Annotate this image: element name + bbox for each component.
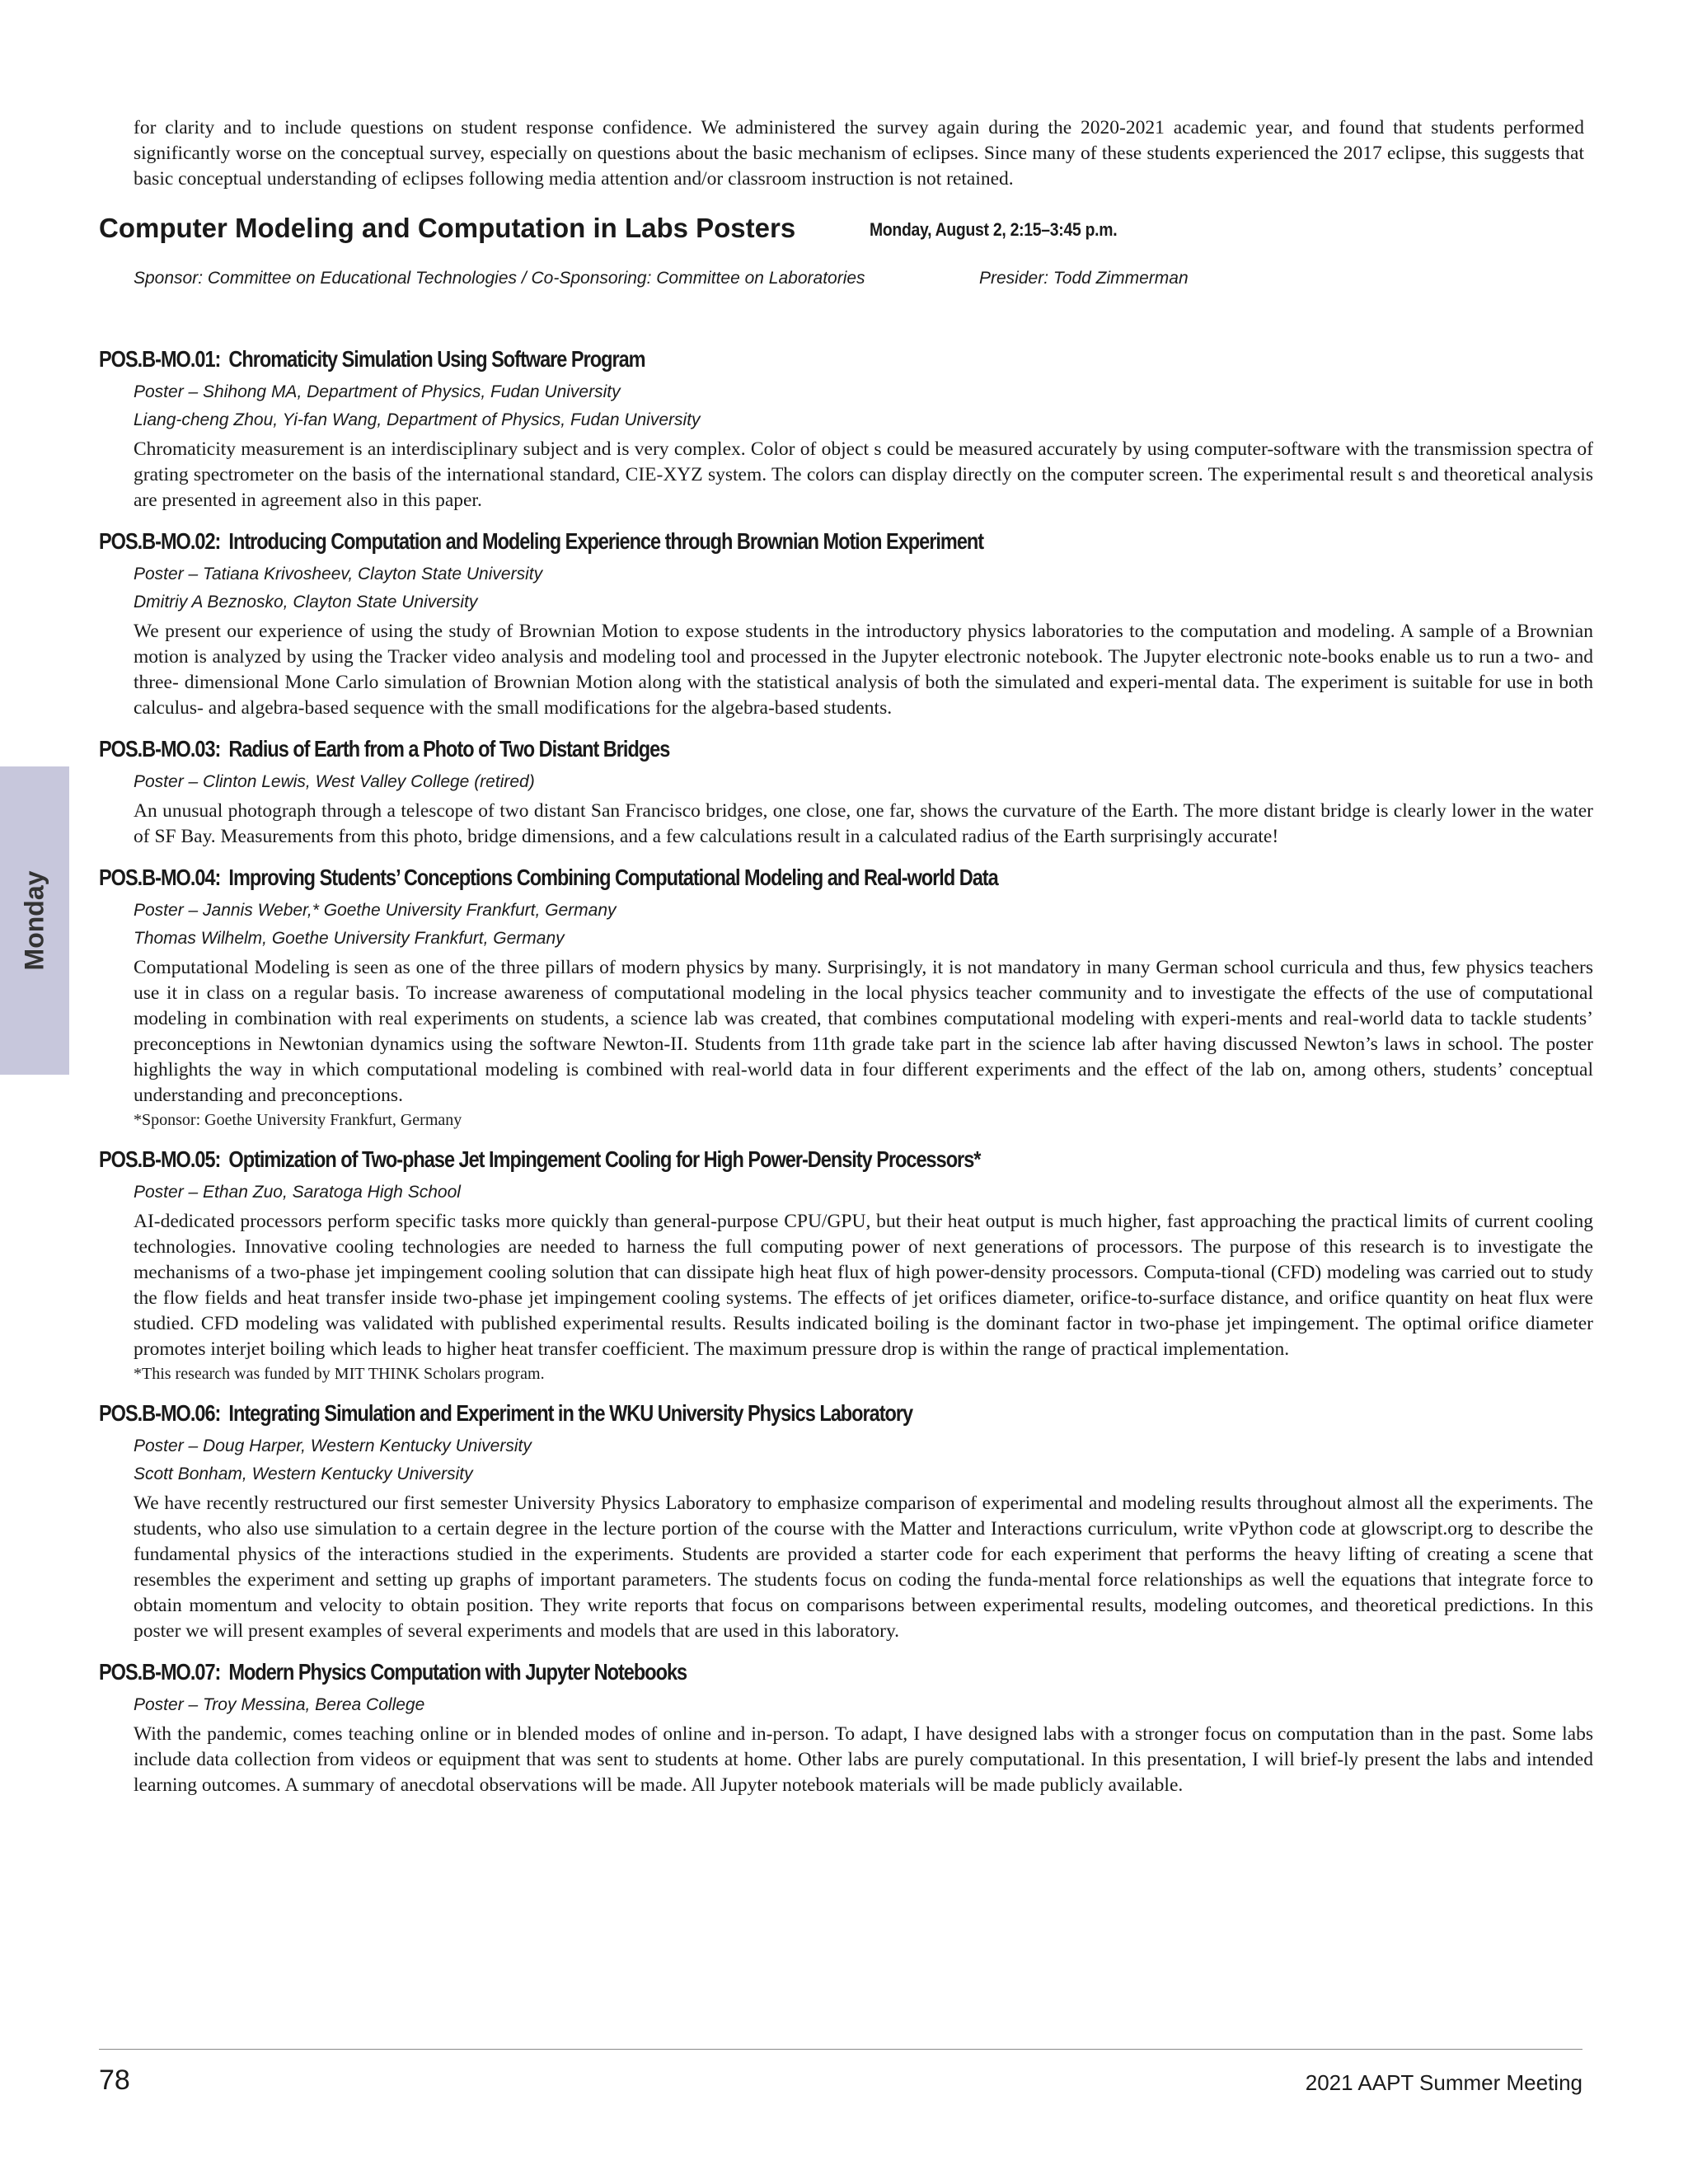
abstract-author: Poster – Clinton Lewis, West Valley College (retired) (134, 772, 535, 791)
abstract-title (99, 1143, 1356, 1176)
abstract-title (99, 525, 1356, 558)
abstract-author: Poster – Tatiana Krivosheev, Clayton State University (134, 565, 543, 583)
abstract-body: Computational Modeling is seen as one of the three pillars of modern physics by many. Surprisingly, it is not mandatory in many German school curricula and thus, few physics teachers use it in class on a regular basis. To increase awareness of computational modeling in the local physics teacher community and to investigate the effects of the use of computational modeling in combination with real experiments on students, a science lab was created, that combines computational modeling with experi-ments and real-world data to tackle students’ preconceptions in Newtonian dynamics using the software Newton-II. Students from 11th grade take part in the science lab after having discussed Newton’s laws in school. The poster highlights the way in which computational modeling is combined with real-world data in four different experiments and the effect of the lab on, among others, students’ conceptual understanding and preconceptions. (134, 957, 1593, 1106)
abstract-coauthors: Dmitriy A Beznosko, Clayton State University (134, 593, 478, 612)
abstract-title (99, 733, 1356, 766)
abstract-author: Poster – Troy Messina, Berea College (134, 1695, 425, 1714)
abstract-coauthors: Liang-cheng Zhou, Yi-fan Wang, Department of Physics, Fudan University (134, 410, 701, 429)
abstract-title-text: Improving Students’ Conceptions Combining Computational Modeling and Real-world Data (228, 865, 998, 890)
abstract-title-text: Radius of Earth from a Photo of Two Distant Bridges (228, 736, 670, 762)
day-side-tab (0, 766, 69, 1075)
abstract-id: POS.B-MO.04: (99, 865, 221, 890)
abstract (99, 1656, 1595, 1798)
abstract-title-text: Modern Physics Computation with Jupyter Notebooks (228, 1659, 687, 1685)
day-side-tab-label: Monday (19, 870, 49, 971)
abstract-list (99, 343, 1595, 1810)
abstract-body: We present our experience of using the study of Brownian Motion to expose students in the introductory physics laboratories to the computation and modeling. A sample of a Brownian motion is analyzed by using the Tracker video analysis and modeling tool and processed in the Jupyter electronic notebook. The Jupyter electronic note-books enable us to run a two- and three- dimensional Mone Carlo simulation of Brownian Motion along with the statistical analysis of both the simulated and experi-mental data. The experiment is suitable for use in both calculus- and algebra-based sequence with the small modifications for the algebra-based students. (134, 621, 1593, 719)
abstract-title (99, 1397, 1356, 1430)
abstract-id: POS.B-MO.03: (99, 736, 221, 762)
abstract-id: POS.B-MO.02: (99, 528, 221, 554)
abstract (99, 525, 1595, 721)
session-time: Monday, August 2, 2:15–3:45 p.m. (870, 219, 1118, 240)
abstract-author: Poster – Ethan Zuo, Saratoga High School (134, 1183, 461, 1202)
abstract-author: Poster – Doug Harper, Western Kentucky University (134, 1436, 532, 1455)
abstract (99, 861, 1595, 1132)
abstract-body: Chromaticity measurement is an interdisciplinary subject and is very complex. Color of object s could be measured accurately by using computer-software with the transmission spectra of grating spectrometer on the basis of the international standard, CIE-XYZ system. The colors can display directly on the computer screen. The experimental result s and theoretical analysis are presented in agreement also in this paper. (134, 438, 1593, 511)
page-number: 78 (99, 2064, 130, 2096)
abstract-id: POS.B-MO.06: (99, 1400, 221, 1426)
abstract-coauthors: Thomas Wilhelm, Goethe University Frankfurt, Germany (134, 929, 565, 948)
abstract (99, 1397, 1595, 1644)
abstract-title-text: Chromaticity Simulation Using Software Program (228, 346, 645, 372)
abstract-id: POS.B-MO.05: (99, 1146, 221, 1172)
abstract-id: POS.B-MO.01: (99, 346, 221, 372)
abstract-body: AI-dedicated processors perform specific tasks more quickly than general-purpose CPU/GPU, but their heat output is much higher, fast approaching the practical limits of current cooling technologies. Innovative cooling technologies are needed to harness the full computing power of next generations of processors. The purpose of this research is to investigate the mechanisms of a two-phase jet impingement cooling solution that can dissipate high heat flux of high power-density processors. Computa-tional (CFD) modeling was carried out to study the flow fields and heat transfer inside two-phase jet impingement cooling systems. The effects of jet orifices diameter, orifice-to-surface distance, and orifice quantity on heat flux were studied. CFD modeling was validated with published experimental results. Results indicated boiling is the dominant factor in two-phase jet impingement. The optimal orifice diameter promotes interjet boiling which leads to higher heat transfer coefficient. The maximum pressure drop is within the range of practical implementation. (134, 1211, 1593, 1360)
abstract-body: With the pandemic, comes teaching online or in blended modes of online and in-person. To adapt, I have designed labs with a stronger focus on computation than in the past. Some labs include data collection from videos or equipment that was sent to students at home. Other labs are purely computational. In this presentation, I will brief-ly present the labs and intended learning outcomes. A summary of anecdotal observations will be made. All Jupyter notebook materials will be made publicly available. (134, 1723, 1593, 1796)
abstract-id: POS.B-MO.07: (99, 1659, 221, 1685)
abstract-footnote: *This research was funded by MIT THINK Scholars program. (134, 1365, 545, 1383)
session-presider: Presider: Todd Zimmerman (979, 269, 1189, 288)
abstract (99, 343, 1595, 513)
session-title: Computer Modeling and Computation in Labs Posters (99, 213, 796, 243)
abstract-title (99, 1656, 1356, 1689)
abstract (99, 733, 1595, 850)
abstract-title-text: Integrating Simulation and Experiment in the WKU University Physics Laboratory (228, 1400, 913, 1426)
abstract-title-text: Introducing Computation and Modeling Experience through Brownian Motion Experiment (228, 528, 984, 554)
abstract-title (99, 861, 1356, 894)
abstract-footnote: *Sponsor: Goethe University Frankfurt, Germany (134, 1111, 462, 1129)
abstract-author: Poster – Jannis Weber,* Goethe University Frankfurt, Germany (134, 901, 617, 920)
session-sponsor: Sponsor: Committee on Educational Technologies / Co-Sponsoring: Committee on Laboratories (134, 269, 865, 288)
intro-paragraph: for clarity and to include questions on student response confidence. We administered the survey again during the 2020-2021 academic year, and found that students performed significantly worse on the conceptual survey, especially on questions about the basic mechanism of eclipses. Since many of these students experienced the 2017 eclipse, this suggests that basic conceptual understanding of eclipses following media attention and/or classroom instruction is not retained. (134, 116, 1584, 190)
abstract-body: We have recently restructured our first semester University Physics Laboratory to emphasize comparison of experimental and modeling results throughout almost all the experiments. The students, who also use simulation to a certain degree in the lecture portion of the course with the Matter and Interactions curriculum, write vPython code at glowscript.org to describe the fundamental physics of the interactions studied in the experiments. Students are provided a starter code for each experiment that performs the heavy lifting of creating a scene that resembles the experiment and setting up graphs of important parameters. The students focus on coding the funda-mental force relationships as well the equations that integrate force to obtain momentum and velocity to obtain position. They write reports that focus on comparisons between experimental results, modeling outcomes, and theoretical predictions. In this poster we will present examples of several experiments and models that are used in this laboratory. (134, 1493, 1593, 1642)
footer-divider (99, 2049, 1582, 2050)
abstract-title-text: Optimization of Two-phase Jet Impingement Cooling for High Power-Density Processors* (228, 1146, 981, 1172)
abstract-title (99, 343, 1356, 376)
abstract-coauthors: Scott Bonham, Western Kentucky University (134, 1465, 473, 1483)
meeting-name: 2021 AAPT Summer Meeting (1305, 2070, 1582, 2095)
abstract (99, 1143, 1595, 1385)
abstract-body: An unusual photograph through a telescope of two distant San Francisco bridges, one close, one far, shows the curvature of the Earth. The more distant bridge is clearly lower in the water of SF Bay. Measurements from this photo, bridge dimensions, and a few calculations result in a calculated radius of the Earth surprisingly accurate! (134, 800, 1593, 847)
abstract-author: Poster – Shihong MA, Department of Physics, Fudan University (134, 382, 621, 401)
